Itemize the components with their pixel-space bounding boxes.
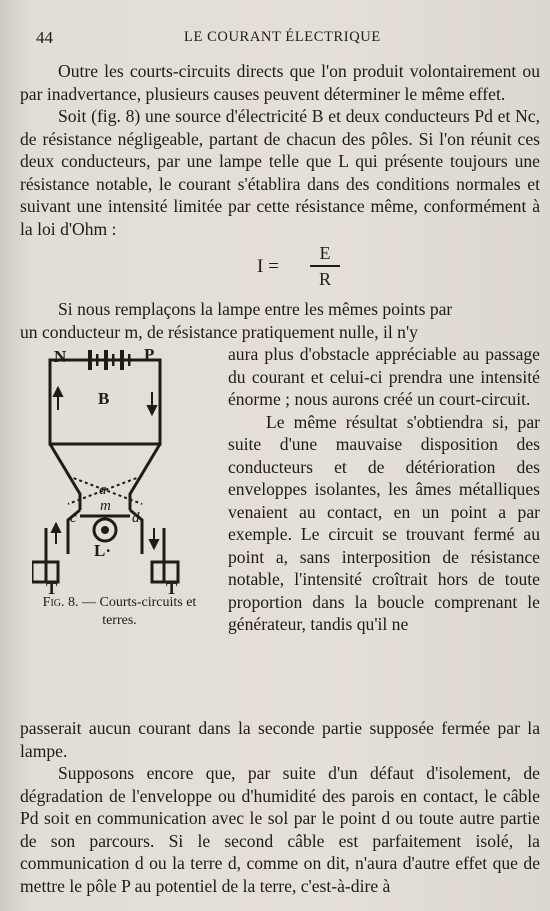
label-d: d [132, 510, 140, 526]
formula-numerator: E [319, 243, 331, 263]
battery-cell-4 [112, 354, 115, 366]
label-T-right: T [166, 579, 178, 594]
battery-cell-2 [96, 354, 99, 366]
formula-lhs: I = [257, 256, 279, 277]
figure-8 [32, 344, 212, 644]
battery-cell-6 [128, 354, 131, 366]
lamp-filament [101, 526, 109, 534]
fraction-bar [310, 265, 340, 267]
formula-fraction [310, 242, 340, 290]
paragraph-3-wrapped: aura plus d'obstacle appréciable au passage du courant et celui-ci prendra une intensité énorme ; nous aurons créé un court-circuit. [228, 344, 540, 409]
arrow-up-lower-left-head [52, 524, 60, 532]
paragraph-4-wrapped: Le même résultat s'obtiendra si, par suite d'une mauvaise disposition des conducteurs et de détérioration des enveloppes isolantes, les âmes métalliques venaient au contact, en un point a par exemple. Le circuit se trouvant fermé au point a, sans interposition de résistance notable, l'intensité croîtrait hors de toute proportion dans la boucle comprenant le générateur, tandis qu'il ne [228, 411, 540, 634]
caption-text: — Courts-circuits et terres. [78, 595, 197, 628]
label-c: c [70, 510, 77, 526]
running-title: LE COURANT ÉLECTRIQUE [184, 29, 381, 45]
figure-caption [32, 594, 207, 630]
label-B: B [98, 389, 110, 408]
battery-cell-5 [120, 350, 124, 370]
arrow-down-right-head [148, 406, 156, 414]
running-head [36, 28, 522, 48]
formula-denominator: R [318, 268, 331, 289]
circuit-diagram [32, 344, 212, 594]
arrow-down-lower-right-head [150, 540, 158, 548]
paragraph-2: Soit (fig. 8) une source d'électricité B et deux conducteurs Pd et Nc, de résistance négligeable, partant de chacun des pôles. Si l'on réunit ces deux conducteurs, par une lampe telle que L qui présente toujours une résistance notable, le courant s'établira dans des conditions normales et suivant une intensité limitée par cette résistance même, conformément à la loi d'Ohm : [20, 106, 540, 239]
page-number: 44 [36, 28, 53, 47]
label-L: L· [94, 541, 112, 560]
paragraph-3-line-1: Si nous remplaçons la lampe entre les mêmes points par [58, 299, 453, 319]
label-a: a [99, 482, 107, 498]
paragraph-4-continued: passerait aucun courant dans la seconde partie supposée fermée par la lampe. [20, 718, 540, 761]
label-m: m [100, 498, 111, 514]
caption-prefix: Fig. 8. [42, 595, 79, 610]
paragraph-3-line-2: un conducteur m, de résistance pratiquement nulle, il n'y [20, 321, 418, 342]
arrow-up-left-head [54, 388, 62, 396]
paragraph-1: Outre les courts-circuits directs que l'on produit volontairement ou par inadvertance, plusieurs causes peuvent déterminer le même effet. [20, 61, 540, 104]
right-conductor-upper [130, 444, 160, 510]
left-conductor-upper [50, 444, 80, 510]
ohm-law-formula [20, 242, 540, 294]
paragraph-5: Supposons encore que, par suite d'un défaut d'isolement, de dégradation de l'enveloppe ou d'humidité des parois en contact, le câble Pd soit en communication avec le sol par le point d ou toute autre partie de son parcours. Si le second câble est parfaitement isolé, la communication d ou la terre d, comme on dit, n'aura d'autre effet que de mettre le pôle P au potentiel de la terre, c'est-à-dire à [20, 763, 540, 896]
label-N: N [54, 347, 67, 366]
figure-wrap-block [20, 343, 540, 717]
body-text [20, 60, 540, 897]
label-P: P [144, 345, 155, 364]
label-T-left: T [46, 579, 58, 594]
battery-cell-1 [88, 350, 92, 370]
wrapped-text-column [228, 343, 540, 636]
battery-cell-3 [104, 350, 108, 370]
